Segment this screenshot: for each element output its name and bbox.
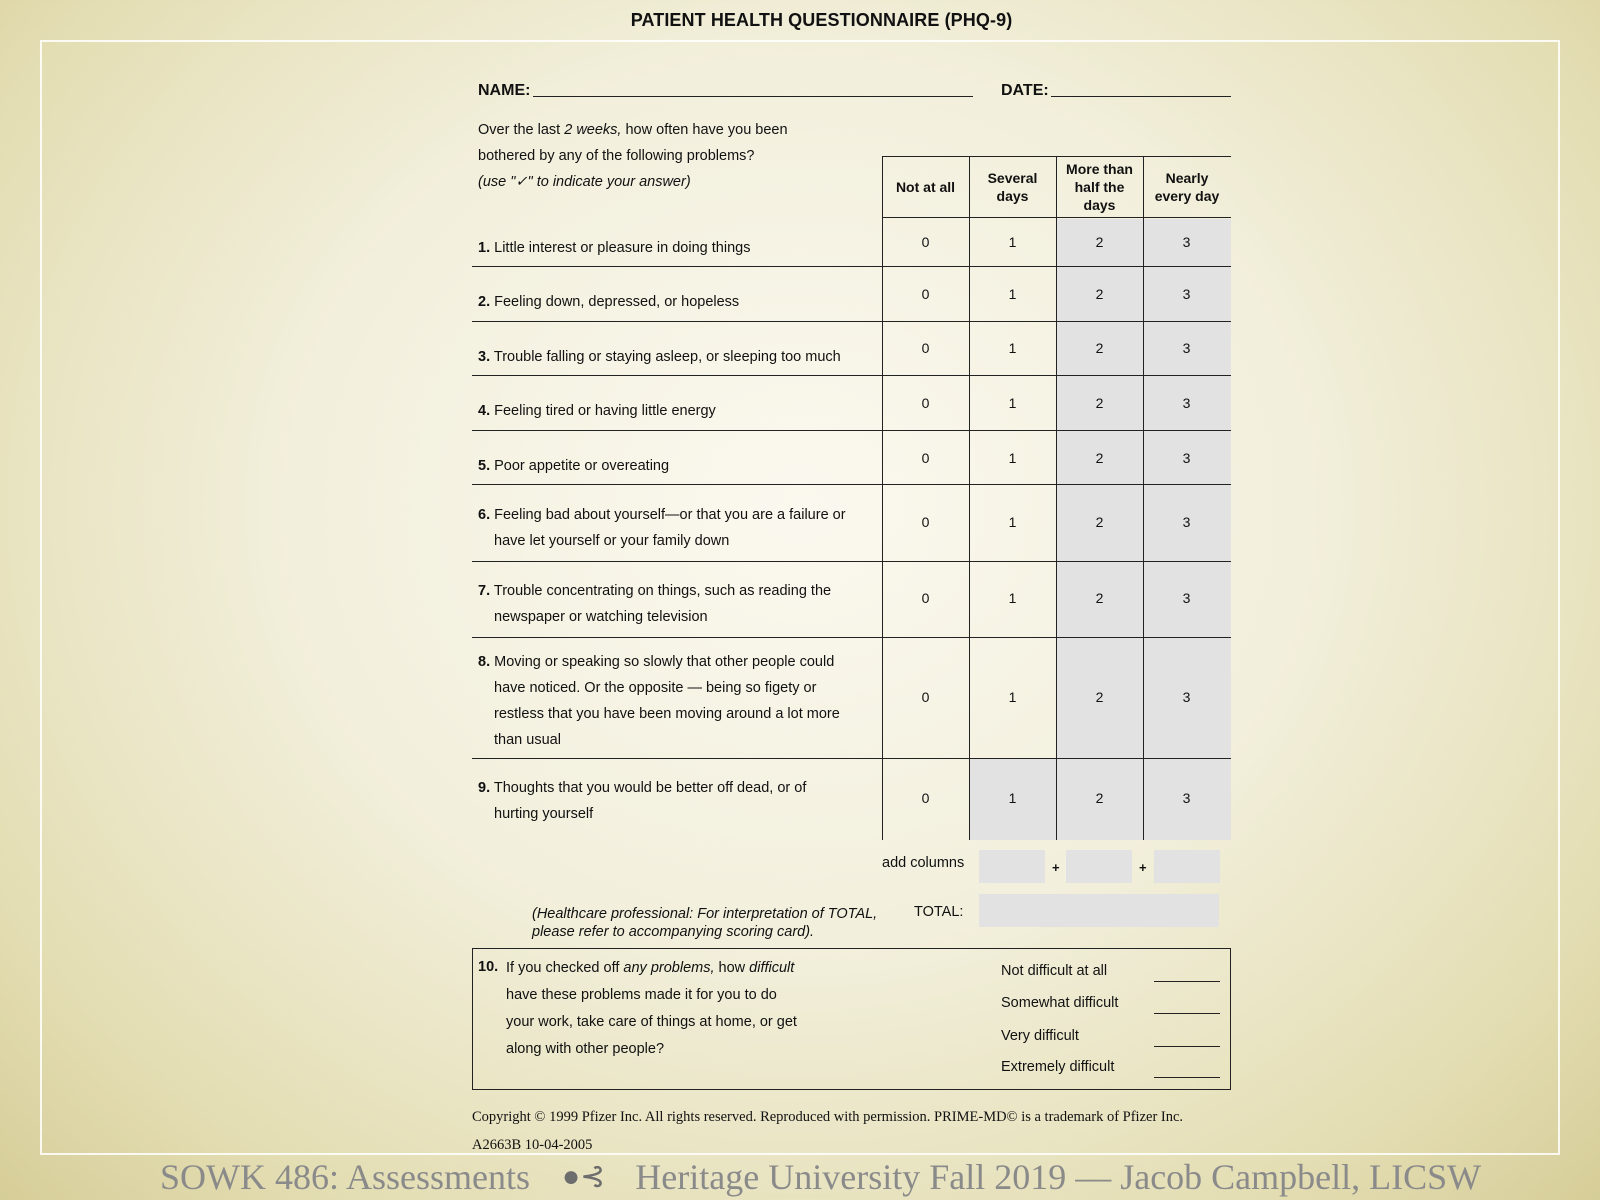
question-number: 4. (478, 403, 491, 419)
score-option[interactable]: 0 (921, 790, 930, 806)
question-text: Feeling bad about yourself—or that you are a failure or (494, 507, 846, 523)
row-divider (472, 321, 1231, 322)
score-option[interactable]: 2 (1095, 689, 1104, 705)
instructions (478, 117, 878, 195)
copyright-text: Copyright © 1999 Pfizer Inc. All rights reserved. Reproduced with permission. PRIME-MD© is a trademark of Pfizer Inc. (472, 1109, 1184, 1125)
score-option[interactable]: 1 (1008, 286, 1017, 302)
score-option[interactable]: 1 (1008, 395, 1017, 411)
question-emphasis: difficult (749, 960, 795, 976)
question-text: Feeling tired or having little energy (494, 403, 716, 419)
difficulty-option-very: Very difficult (1001, 1028, 1079, 1044)
score-option[interactable]: 2 (1095, 590, 1104, 606)
form-code: A2663B 10-04-2005 (472, 1137, 593, 1153)
intro-text: bothered by any of the following problems? (478, 148, 755, 164)
row-divider (472, 561, 1231, 562)
slide-footer (160, 1156, 1481, 1198)
score-option[interactable]: 1 (1008, 450, 1017, 466)
score-option[interactable]: 2 (1095, 340, 1104, 356)
question-number: 6. (478, 507, 491, 523)
column-divider (1143, 157, 1144, 840)
question-8 (478, 649, 888, 753)
question-text: Moving or speaking so slowly that other people could (494, 654, 835, 670)
question-text: hurting yourself (494, 806, 594, 822)
question-text: Thoughts that you would be better off dead, or of (493, 780, 807, 796)
column-divider (1056, 157, 1057, 840)
column-header-several-days: Several days (987, 170, 1038, 204)
question-4 (478, 398, 888, 424)
healthcare-note-text: please refer to accompanying scoring card). (532, 924, 815, 940)
row-divider (472, 375, 1231, 376)
score-option[interactable]: 2 (1095, 790, 1104, 806)
difficulty-option-not-difficult: Not difficult at all (1001, 963, 1108, 979)
intro-text: how often have you been (621, 122, 788, 138)
question-text: your work, take care of things at home, or get (506, 1014, 797, 1030)
name-date-row (478, 80, 1231, 104)
row-divider (472, 430, 1231, 431)
score-option[interactable]: 1 (1008, 234, 1017, 250)
question-text: have let yourself or your family down (494, 533, 730, 549)
healthcare-note (532, 905, 912, 941)
row-divider (472, 637, 1231, 638)
question-number: 9. (478, 780, 491, 796)
question-text: have noticed. Or the opposite — being so figety or (494, 680, 817, 696)
score-option[interactable]: 3 (1182, 790, 1191, 806)
question-number: 3. (478, 349, 491, 365)
score-option[interactable]: 2 (1095, 234, 1104, 250)
footer-info: Heritage University Fall 2019 — Jacob Campbell, LICSW (635, 1157, 1482, 1197)
question-text: Little interest or pleasure in doing things (494, 240, 751, 256)
question-number: 8. (478, 654, 491, 670)
question-text: restless that you have been moving around a lot more (494, 706, 840, 722)
score-option[interactable]: 3 (1182, 514, 1191, 530)
question-1 (478, 235, 888, 261)
score-option[interactable]: 1 (1008, 790, 1017, 806)
name-label: NAME: (478, 82, 531, 99)
question-9 (478, 775, 888, 827)
column-header-not-at-all: Not at all (895, 179, 956, 195)
question-text: Trouble falling or staying asleep, or sleeping too much (493, 349, 841, 365)
question-text: along with other people? (506, 1041, 665, 1057)
question-text: If you checked off (506, 960, 624, 976)
healthcare-note-text: (Healthcare professional: For interpretation of TOTAL, (532, 906, 878, 922)
difficulty-answer-line[interactable] (1154, 1013, 1220, 1014)
total-box[interactable] (979, 894, 1219, 927)
intro-emphasis: 2 weeks, (564, 122, 622, 138)
column-header-nearly-every-day: Nearly every day (1154, 170, 1220, 204)
question-number: 1. (478, 240, 491, 256)
column-divider (969, 157, 970, 840)
question-text: how (714, 960, 750, 976)
name-field-line (533, 96, 973, 97)
question-text: Feeling down, depressed, or hopeless (494, 294, 740, 310)
date-field-line (1051, 96, 1231, 97)
score-option[interactable]: 1 (1008, 590, 1017, 606)
score-option[interactable]: 1 (1008, 514, 1017, 530)
score-option[interactable]: 1 (1008, 689, 1017, 705)
row-divider (472, 266, 1231, 267)
total-label: TOTAL: (914, 904, 964, 920)
score-option[interactable]: 3 (1182, 590, 1191, 606)
question-text: Trouble concentrating on things, such as reading the (493, 583, 832, 599)
score-option[interactable]: 2 (1095, 395, 1104, 411)
question-text: newspaper or watching television (494, 609, 708, 625)
column-header-more-than-half: More than half the days (1066, 161, 1133, 213)
score-option[interactable]: 0 (921, 395, 930, 411)
score-option[interactable]: 2 (1095, 286, 1104, 302)
question-10-box (472, 948, 1231, 1090)
add-columns-label: add columns (882, 855, 965, 871)
score-option[interactable]: 3 (1182, 340, 1191, 356)
score-option[interactable]: 3 (1182, 286, 1191, 302)
intro-checkmark-instruction: (use "✓" to indicate your answer) (478, 174, 691, 190)
row-divider (472, 484, 1231, 485)
plus-sign: + (1052, 860, 1060, 875)
score-option[interactable]: 0 (921, 689, 930, 705)
page-title: PATIENT HEALTH QUESTIONNAIRE (PHQ-9) (630, 10, 1013, 30)
difficulty-option-extremely: Extremely difficult (1001, 1059, 1115, 1075)
question-number: 2. (478, 294, 491, 310)
question-6 (478, 502, 888, 554)
question-number: 7. (478, 583, 491, 599)
footer-course: SOWK 486: Assessments (160, 1157, 531, 1197)
score-option[interactable]: 0 (921, 514, 930, 530)
row-divider (472, 758, 1231, 759)
question-10-number: 10. (478, 959, 499, 975)
score-option[interactable]: 3 (1182, 450, 1191, 466)
difficulty-answer-line[interactable] (1154, 1077, 1220, 1078)
question-5 (478, 453, 888, 479)
column-subtotal-box[interactable] (1154, 850, 1220, 883)
score-option[interactable]: 3 (1182, 234, 1191, 250)
score-option[interactable]: 2 (1095, 450, 1104, 466)
difficulty-answer-line[interactable] (1154, 1046, 1220, 1047)
difficulty-answer-line[interactable] (1154, 981, 1220, 982)
difficulty-option-somewhat: Somewhat difficult (1001, 995, 1119, 1011)
intro-text: Over the last (478, 122, 565, 138)
question-3 (478, 344, 898, 370)
question-2 (478, 289, 888, 315)
score-option[interactable]: 0 (921, 450, 930, 466)
question-number: 5. (478, 458, 491, 474)
score-option[interactable]: 2 (1095, 514, 1104, 530)
score-option[interactable]: 1 (1008, 340, 1017, 356)
question-emphasis: any problems, (623, 960, 715, 976)
score-option[interactable]: 3 (1182, 395, 1191, 411)
column-subtotal-box[interactable] (1066, 850, 1132, 883)
question-text: than usual (494, 732, 561, 748)
plus-sign: + (1139, 860, 1147, 875)
copyright-notice (472, 1103, 1183, 1159)
score-option[interactable]: 3 (1182, 689, 1191, 705)
question-7 (478, 578, 888, 630)
fleuron-ornament-icon: ●⊰ (562, 1160, 606, 1193)
score-option[interactable]: 0 (921, 590, 930, 606)
date-label: DATE: (1001, 82, 1049, 99)
question-10-text (506, 955, 836, 1063)
column-subtotal-box[interactable] (979, 850, 1045, 883)
score-option[interactable]: 0 (921, 340, 930, 356)
score-option[interactable]: 0 (921, 234, 930, 250)
question-text: Poor appetite or overeating (494, 458, 670, 474)
question-text: have these problems made it for you to do (506, 987, 777, 1003)
score-option[interactable]: 0 (921, 286, 930, 302)
